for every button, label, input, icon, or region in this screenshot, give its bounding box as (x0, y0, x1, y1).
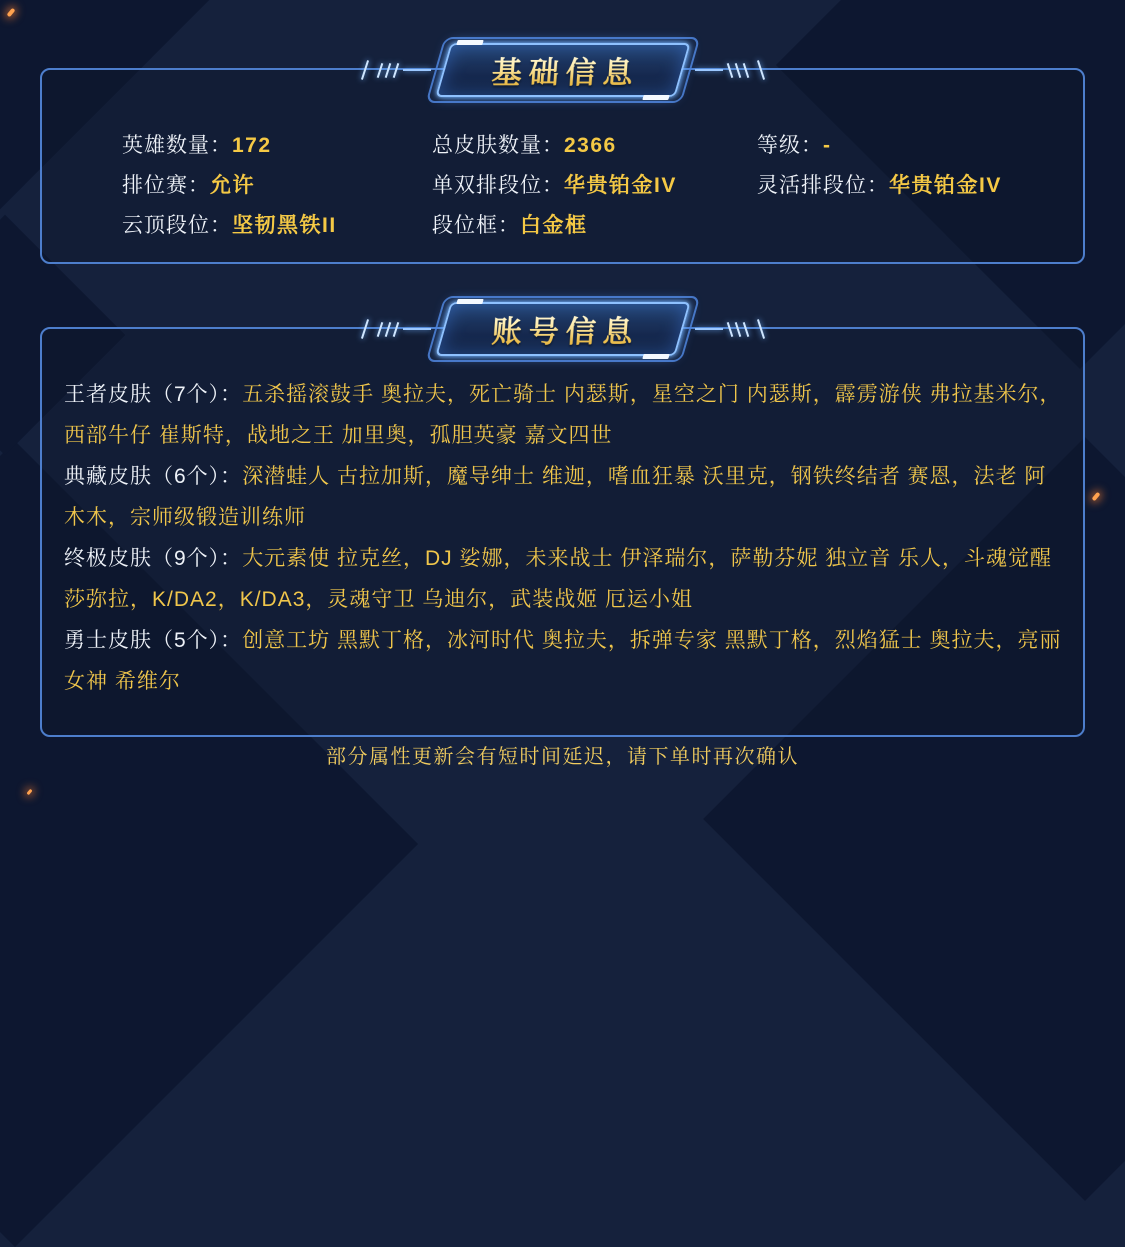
badge-right-ticks-decor (695, 319, 762, 339)
skin-category-line-warrior (64, 620, 1063, 702)
info-item-rank-frame (432, 206, 757, 246)
skin-list: 深潜蛙人 古拉加斯，魔导绅士 维迦，嗜血狂暴 沃里克，钢铁终结者 赛恩，法老 阿木木，宗师级锻造训练师 (64, 465, 1047, 529)
info-value: 华贵铂金IV (889, 174, 1002, 197)
info-item-skin-count (432, 126, 757, 166)
badge-corner-accent (456, 299, 483, 304)
skin-category-label: 王者皮肤（7个）： (64, 383, 243, 406)
info-value: 坚韧黑铁II (232, 214, 337, 237)
skin-category-list (42, 329, 1083, 702)
info-item-hero-count (122, 126, 432, 166)
skin-category-label: 终极皮肤（9个）： (64, 547, 243, 570)
skin-category-line-mythic (64, 456, 1063, 538)
skin-category-label: 勇士皮肤（5个）： (64, 629, 243, 652)
info-value: 白金框 (520, 214, 588, 237)
info-label: 英雄数量： (122, 134, 232, 157)
skin-list: 创意工坊 黑默丁格，冰河时代 奥拉夫，拆弹专家 黑默丁格，烈焰猛士 奥拉夫，亮丽女神 希维尔 (64, 629, 1062, 693)
info-value: 2366 (564, 134, 617, 157)
section-title-badge (443, 43, 683, 97)
skin-category-line-ultimate (64, 538, 1063, 620)
info-value: 172 (232, 134, 272, 157)
badge-corner-accent (642, 354, 669, 359)
badge-left-ticks-decor (364, 60, 431, 80)
info-value: 华贵铂金IV (564, 174, 677, 197)
section-title: 账号信息 (483, 307, 641, 351)
info-label: 灵活排段位： (757, 174, 889, 197)
info-label: 排位赛： (122, 174, 210, 197)
basic-info-header (42, 36, 1083, 104)
skin-category-label: 典藏皮肤（6个）： (64, 465, 243, 488)
badge-corner-accent (456, 40, 483, 45)
info-label: 段位框： (432, 214, 520, 237)
account-info-header (42, 295, 1083, 363)
info-value: - (823, 134, 832, 157)
info-value: 允许 (210, 174, 255, 197)
section-title: 基础信息 (483, 48, 641, 92)
info-item-level (757, 126, 1063, 166)
badge-right-ticks-decor (695, 60, 762, 80)
badge-corner-accent (642, 95, 669, 100)
account-info-panel (40, 316, 1085, 737)
badge-left-ticks-decor (364, 319, 431, 339)
info-item-flex-rank (757, 166, 1063, 206)
info-item-solo-duo-rank (432, 166, 757, 206)
info-label: 总皮肤数量： (432, 134, 564, 157)
skin-category-line-ultimate-king (64, 374, 1063, 456)
info-label: 单双排段位： (432, 174, 564, 197)
footer-disclaimer: 部分属性更新会有短时间延迟，请下单时再次确认 (326, 746, 799, 768)
info-label: 云顶段位： (122, 214, 232, 237)
basic-info-panel (40, 57, 1085, 264)
info-item-ranked-allowed (122, 166, 432, 206)
info-label: 等级： (757, 134, 823, 157)
info-item-tft-rank (122, 206, 432, 246)
section-title-badge (443, 302, 683, 356)
skin-list: 大元素使 拉克丝，DJ 娑娜，未来战士 伊泽瑞尔，萨勒芬妮 独立音 乐人，斗魂觉醒 莎弥拉，K/DA2，K/DA3，灵魂守卫 乌迪尔，武装战姬 厄运小姐 (64, 547, 1053, 611)
skin-list: 五杀摇滚鼓手 奥拉夫，死亡骑士 内瑟斯，星空之门 内瑟斯，霹雳游侠 弗拉基米尔，西部牛仔 崔斯特，战地之王 加里奥，孤胆英豪 嘉文四世 (64, 383, 1062, 447)
